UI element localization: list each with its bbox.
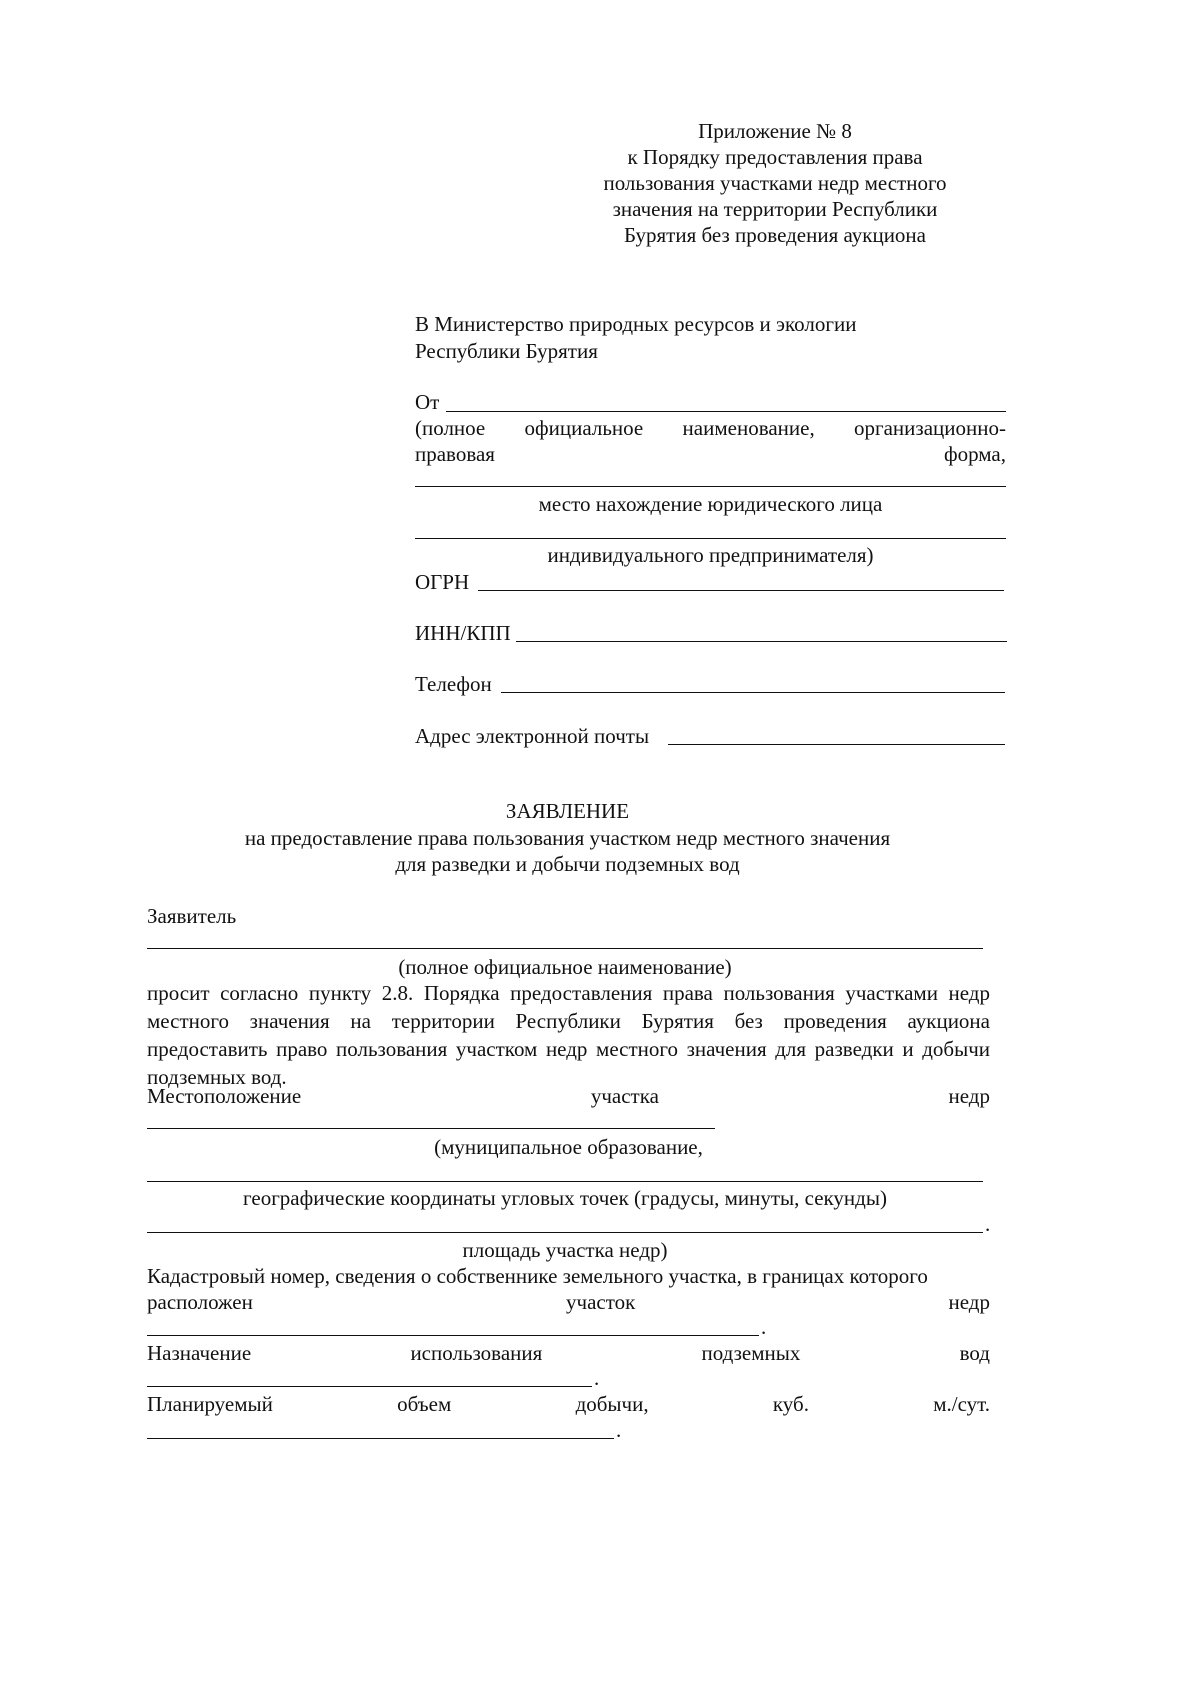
phone-field-line[interactable]: [501, 692, 1005, 693]
cadastral-line-1: Кадастровый номер, сведения о собственнике земельного участка, в границах которого: [147, 1264, 928, 1288]
period-mark: .: [985, 1212, 991, 1236]
addressee-line-2: Республики Бурятия: [415, 339, 598, 363]
name-hint-line-1: [415, 418, 1006, 439]
volume-word: м./сут.: [933, 1392, 990, 1416]
from-label: От: [415, 390, 440, 414]
location-field-line-3[interactable]: [147, 1232, 983, 1233]
volume-line: [147, 1394, 990, 1415]
hint-word: наименование,: [682, 416, 815, 440]
inn-kpp-label: ИНН/КПП: [415, 621, 511, 645]
appendix-line-1: к Порядку предоставления права: [627, 145, 923, 169]
applicant-label: Заявитель: [147, 904, 237, 928]
hint-word: (полное: [415, 416, 486, 440]
period-mark: .: [616, 1418, 622, 1442]
period-mark: .: [761, 1315, 767, 1339]
location-hint: место нахождение юридического лица: [538, 492, 883, 516]
location-line: [147, 1086, 990, 1107]
volume-word: добычи,: [575, 1392, 649, 1416]
location-word: недр: [948, 1084, 990, 1108]
document-title: ЗАЯВЛЕНИЕ: [505, 799, 630, 823]
from-field-line[interactable]: [446, 411, 1006, 412]
cadastral-word: недр: [948, 1290, 990, 1314]
hint-word: правовая: [415, 442, 495, 466]
coordinates-hint: географические координаты угловых точек (градусы, минуты, секунды): [243, 1186, 887, 1210]
inn-kpp-field-line[interactable]: [516, 641, 1007, 642]
hint-word: официальное: [524, 416, 644, 440]
appendix-number: Приложение № 8: [698, 119, 852, 143]
appendix-line-3: значения на территории Республики: [612, 197, 938, 221]
ogrn-field-line[interactable]: [478, 590, 1004, 591]
email-label: Адрес электронной почты: [415, 724, 650, 748]
purpose-line: [147, 1343, 990, 1364]
cadastral-word: участок: [566, 1290, 636, 1314]
location-word: участка: [590, 1084, 659, 1108]
phone-label: Телефон: [415, 672, 492, 696]
document-subtitle-1: на предоставление права пользования участком недр местного значения: [244, 826, 891, 850]
volume-word: объем: [397, 1392, 452, 1416]
hint-word: организационно-: [854, 416, 1006, 440]
volume-word: Планируемый: [147, 1392, 273, 1416]
volume-word: куб.: [772, 1392, 809, 1416]
entrepreneur-hint: индивидуального предпринимателя): [547, 543, 874, 567]
name-hint-line-2: [415, 444, 1006, 465]
volume-field-line[interactable]: [147, 1438, 614, 1439]
location-field-line-1[interactable]: [147, 1128, 715, 1129]
location-field-line[interactable]: [415, 538, 1006, 539]
appendix-line-2: пользования участками недр местного: [603, 171, 947, 195]
area-hint: площадь участка недр): [462, 1238, 668, 1262]
email-field-line[interactable]: [668, 744, 1005, 745]
cadastral-field-line[interactable]: [147, 1335, 759, 1336]
legal-form-field-line[interactable]: [415, 486, 1006, 487]
purpose-word: Назначение: [147, 1341, 252, 1365]
cadastral-line-2: [147, 1292, 990, 1313]
location-word: Местоположение: [147, 1084, 302, 1108]
ogrn-label: ОГРН: [415, 570, 470, 594]
purpose-field-line[interactable]: [147, 1386, 592, 1387]
period-mark: .: [594, 1366, 600, 1390]
location-field-line-2[interactable]: [147, 1181, 983, 1182]
purpose-word: использования: [410, 1341, 543, 1365]
applicant-name-field-line[interactable]: [147, 948, 983, 949]
appendix-line-4: Бурятия без проведения аукциона: [623, 223, 926, 247]
cadastral-word: расположен: [147, 1290, 253, 1314]
request-paragraph: просит согласно пункту 2.8. Порядка предоставления права пользования участками недр местного значения на территории Республики Бурятия без проведения аукциона предоставить право пользования участком недр местного значения для разведки и добычи подземных вод.: [147, 981, 990, 1089]
purpose-word: подземных: [701, 1341, 801, 1365]
hint-word: форма,: [943, 442, 1006, 466]
purpose-word: вод: [959, 1341, 990, 1365]
full-name-hint: (полное официальное наименование): [398, 955, 732, 979]
document-subtitle-2: для разведки и добычи подземных вод: [395, 852, 740, 876]
municipality-hint: (муниципальное образование,: [434, 1135, 703, 1159]
addressee-line-1: В Министерство природных ресурсов и экологии: [415, 312, 857, 336]
